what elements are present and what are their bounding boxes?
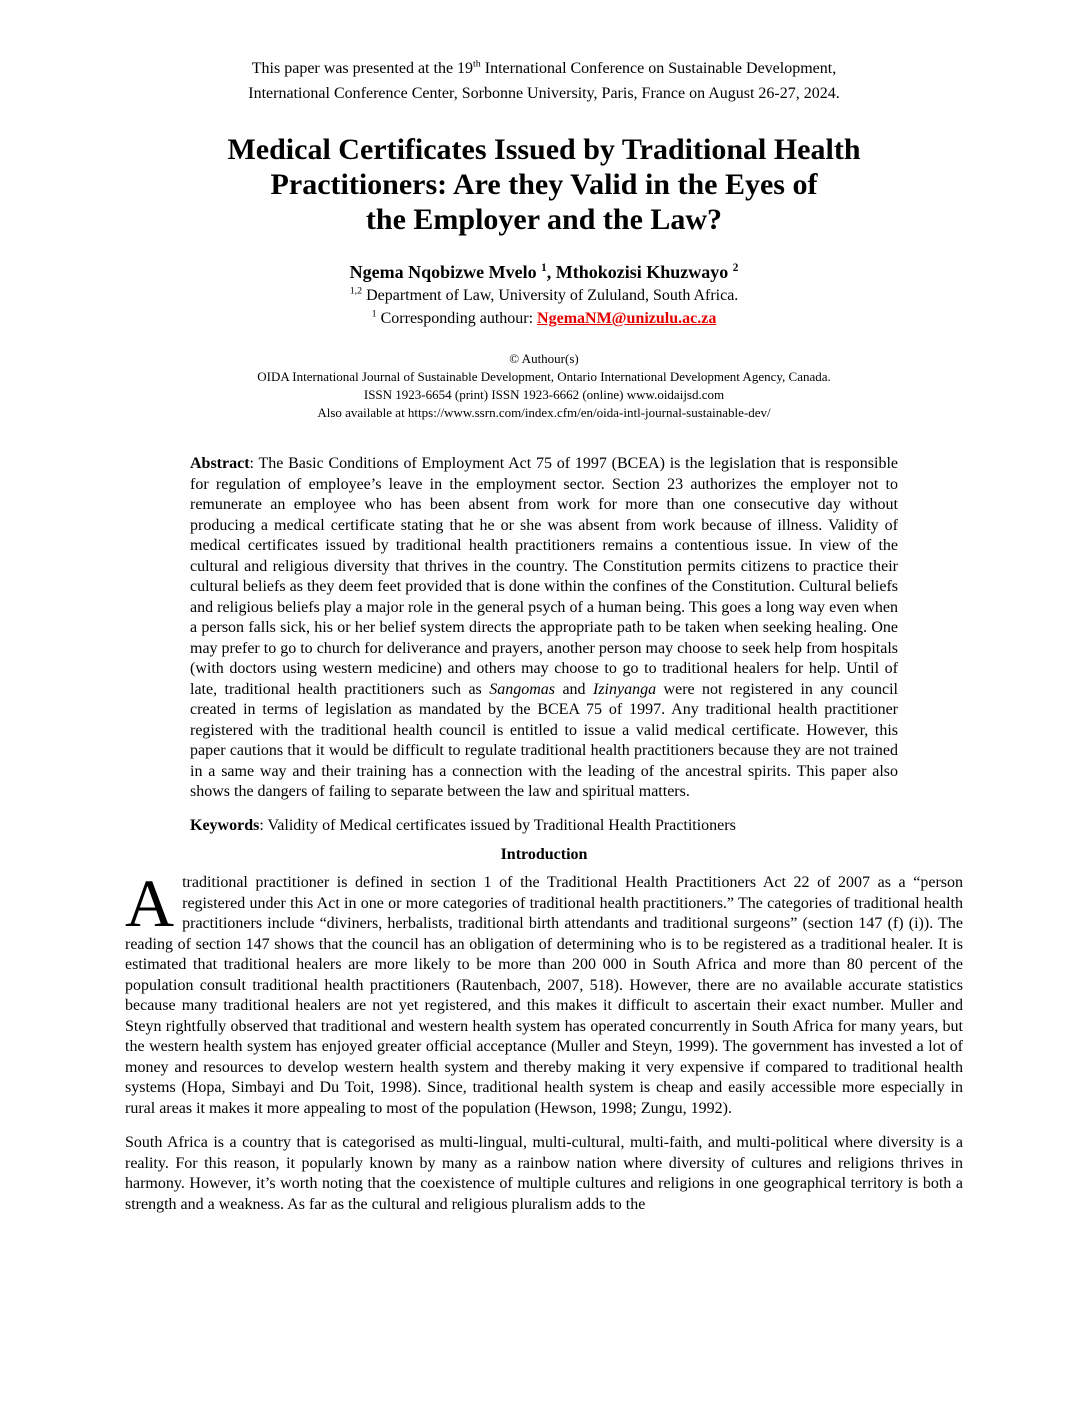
publisher-block: [125, 350, 963, 422]
corresponding-superscript: 1: [371, 308, 377, 320]
abstract-italic-term-1: Sangomas: [489, 680, 555, 698]
paper-title-line: Practitioners: Are they Valid in the Eyes of: [270, 168, 818, 201]
abstract-text: and: [555, 680, 593, 698]
copyright-line: © Authour(s): [509, 351, 579, 366]
author-name-2: Mthokozisi Khuzwayo: [555, 262, 733, 282]
conference-note-text: This paper was presented at the 19: [251, 60, 474, 77]
paper-title-line: Medical Certificates Issued by Traditional Health: [227, 133, 861, 166]
intro-paragraph-1: [125, 865, 963, 1119]
author-1-superscript: 1: [541, 262, 547, 274]
corresponding-label: Corresponding authour:: [376, 310, 538, 327]
abstract-italic-term-2: Izinyanga: [592, 680, 657, 698]
affiliation-text: Department of Law, University of Zululand, South Africa.: [362, 287, 739, 304]
authors-line: [125, 260, 963, 284]
journal-line: OIDA International Journal of Sustainable Development, Ontario International Development Agency, Canada.: [257, 369, 831, 384]
corresponding-author-line: [125, 307, 963, 330]
abstract-text: were not registered in any council created in terms of legislation as mandated by the BCEA 75 of 1997. Any traditional health practitioner registered with the traditional health council is entitled to issue a valid medical certificate. However, this paper cautions that it would be difficult to regulate traditional health practitioners because they are not trained in a same way and their training has a connection with the leading of the ancestral spirits. This paper also shows the dangers of failing to separate between the law and spiritual matters.: [190, 680, 898, 800]
affiliation-superscript: 1,2: [349, 285, 363, 297]
keywords-line: [190, 816, 898, 837]
authors-separator: ,: [546, 262, 556, 282]
corresponding-email-link[interactable]: NgemaNM@unizulu.ac.za: [537, 310, 717, 327]
page-content: [125, 0, 963, 1215]
conference-note-line-1: [125, 56, 963, 81]
intro-paragraph-2: South Africa is a country that is categorised as multi-lingual, multi-cultural, multi-faith, and multi-political where diversity is a reality. For this reason, it popularly known by many as a rainbow nation where diversity of cultures and religions thrives in harmony. However, it’s worth noting that the coexistence of multiple cultures and religions in one geographical territory is both a strength and a weakness. As far as the cultural and religious pluralism adds to the: [125, 1134, 963, 1213]
ordinal-superscript: th: [473, 58, 481, 70]
keywords-text: : Validity of Medical certificates issued by Traditional Health Practitioners: [259, 816, 736, 834]
paper-title: [125, 132, 963, 237]
conference-note: [125, 56, 963, 106]
intro-paragraph-1-text: traditional practitioner is defined in section 1 of the Traditional Health Practitioners Act 22 of 2007 as a “person registered under this Act in one or more categories of traditional health practitioners.” The categories of traditional health practitioners include “diviners, herbalists, traditional birth attendants and traditional surgeons” (section 147 (f) (i)). The reading of section 147 shows that the council has an obligation of determining who is to be registered as a traditional healer. It is estimated that traditional healers are more likely to be more than 200 000 in South Africa and more than 80 percent of the population consult traditional health practitioners (Rautenbach, 2007, 518). However, there are no available accurate statistics because many traditional healers are not yet registered, and this makes it difficult to ascertain their exact number. Muller and Steyn rightfully observed that traditional and western health system has operated concurrently in South Africa for many years, but the western health system has enjoyed greater official acceptance (Muller and Steyn, 1999). The government has invested a lot of money and resources to develop western health system and thereby making it very expensive if compared to traditional health systems (Hopa, Simbayi and Du Toit, 1998). Since, traditional health system is cheap and easily accessible more especially in rural areas it makes it more appealing to most of the population (Hewson, 1998; Zungu, 1992).: [125, 874, 963, 1117]
introduction-heading: Introduction: [500, 846, 588, 863]
abstract-label: Abstract: [190, 455, 250, 472]
author-name-1: Ngema Nqobizwe Mvelo: [349, 262, 542, 282]
issn-line: ISSN 1923-6654 (print) ISSN 1923-6662 (online) www.oidaijsd.com: [363, 387, 725, 402]
availability-line: Also available at https://www.ssrn.com/index.cfm/en/oida-intl-journal-sustainable-dev/: [317, 405, 771, 420]
author-2-superscript: 2: [732, 262, 739, 274]
keywords-label: Keywords: [190, 816, 260, 834]
dropcap-letter: A: [125, 865, 175, 941]
abstract-text: : The Basic Conditions of Employment Act 75 of 1997 (BCEA) is the legislation that is responsible for regulation of employee’s leave in the employment sector. Section 23 authorizes the employer not to remunerate an employee who has been absent from work for more than one consecutive day without producing a medical certificate stating that he or she was absent from work because of illness. Validity of medical certificates issued by traditional health practitioners remains a contentious issue. In view of the cultural and religious diversity that thrives in the country. The Constitution permits citizens to practice their cultural beliefs as they deem feet provided that is done within the confines of the Constitution. Cultural beliefs and religious beliefs play a major role in the general psych of a human being. This goes a long way even when a person falls sick, his or her belief system directs the appropriate path to be taken when seeking healing. One may prefer to go to church for deliverance and prayers, another person may choose to seek help from hospitals (with doctors using western medicine) and others may choose to go to traditional healers for help. Until of late, traditional health practitioners such as: [190, 455, 898, 698]
conference-note-text: International Conference on Sustainable Development,: [480, 60, 837, 77]
affiliation-block: [125, 284, 963, 330]
conference-note-line-2: International Conference Center, Sorbonne University, Paris, France on August 26-27, 2024.: [248, 85, 840, 102]
paper-title-line: the Employer and the Law?: [365, 203, 723, 236]
abstract-paragraph: [190, 454, 898, 803]
affiliation-line: [125, 284, 963, 307]
